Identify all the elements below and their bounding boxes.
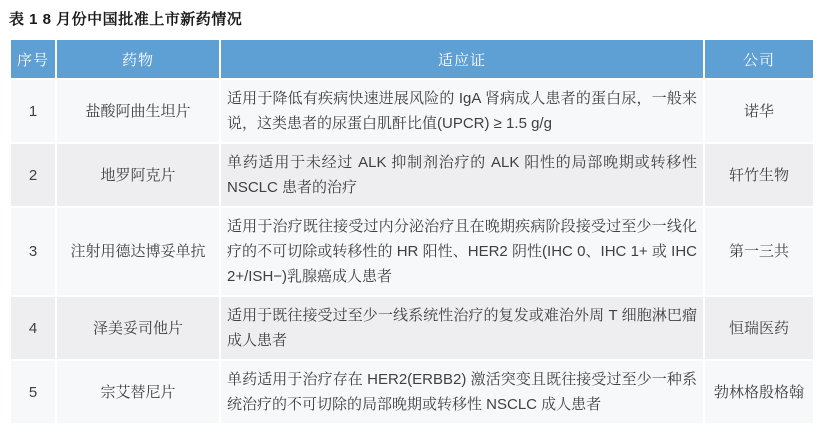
- cell-company: 轩竹生物: [704, 143, 814, 207]
- table-title: 表 1 8 月份中国批准上市新药情况: [9, 11, 243, 28]
- cell-drug: 盐酸阿曲生坦片: [56, 79, 220, 143]
- table-row: [10, 79, 814, 143]
- cell-index: 5: [10, 360, 56, 424]
- table-row: [10, 207, 814, 296]
- cell-drug: 泽美妥司他片: [56, 296, 220, 360]
- column-header-indication: 适应证: [220, 39, 704, 79]
- column-header-index: 序号: [10, 39, 56, 79]
- cell-index: 1: [10, 79, 56, 143]
- cell-index: 2: [10, 143, 56, 207]
- cell-drug: 注射用德达博妥单抗: [56, 207, 220, 296]
- cell-drug: 地罗阿克片: [56, 143, 220, 207]
- cell-index: 4: [10, 296, 56, 360]
- table-row: [10, 360, 814, 424]
- column-header-drug: 药物: [56, 39, 220, 79]
- cell-indication: 单药适用于未经过 ALK 抑制剂治疗的 ALK 阳性的局部晚期或转移性 NSCLC 患者的治疗: [220, 143, 704, 207]
- cell-company: 恒瑞医药: [704, 296, 814, 360]
- table-row: [10, 296, 814, 360]
- cell-company: 勃林格殷格翰: [704, 360, 814, 424]
- cell-company: 第一三共: [704, 207, 814, 296]
- cell-indication: 适用于治疗既往接受过内分泌治疗且在晚期疾病阶段接受过至少一线化疗的不可切除或转移性的 HR 阳性、HER2 阴性(IHC 0、IHC 1+ 或 IHC 2+/ISH−)乳腺癌成人患者: [220, 207, 704, 296]
- approved-drugs-table: [9, 38, 815, 425]
- cell-indication: 单药适用于治疗存在 HER2(ERBB2) 激活突变且既往接受过至少一种系统治疗的不可切除的局部晚期或转移性 NSCLC 成人患者: [220, 360, 704, 424]
- cell-company: 诺华: [704, 79, 814, 143]
- column-header-company: 公司: [704, 39, 814, 79]
- header-row: [10, 39, 814, 79]
- cell-indication: 适用于降低有疾病快速进展风险的 IgA 肾病成人患者的蛋白尿，一般来说，这类患者的尿蛋白肌酐比值(UPCR) ≥ 1.5 g/g: [220, 79, 704, 143]
- table-row: [10, 143, 814, 207]
- cell-drug: 宗艾替尼片: [56, 360, 220, 424]
- cell-indication: 适用于既往接受过至少一线系统性治疗的复发或难治外周 T 细胞淋巴瘤成人患者: [220, 296, 704, 360]
- cell-index: 3: [10, 207, 56, 296]
